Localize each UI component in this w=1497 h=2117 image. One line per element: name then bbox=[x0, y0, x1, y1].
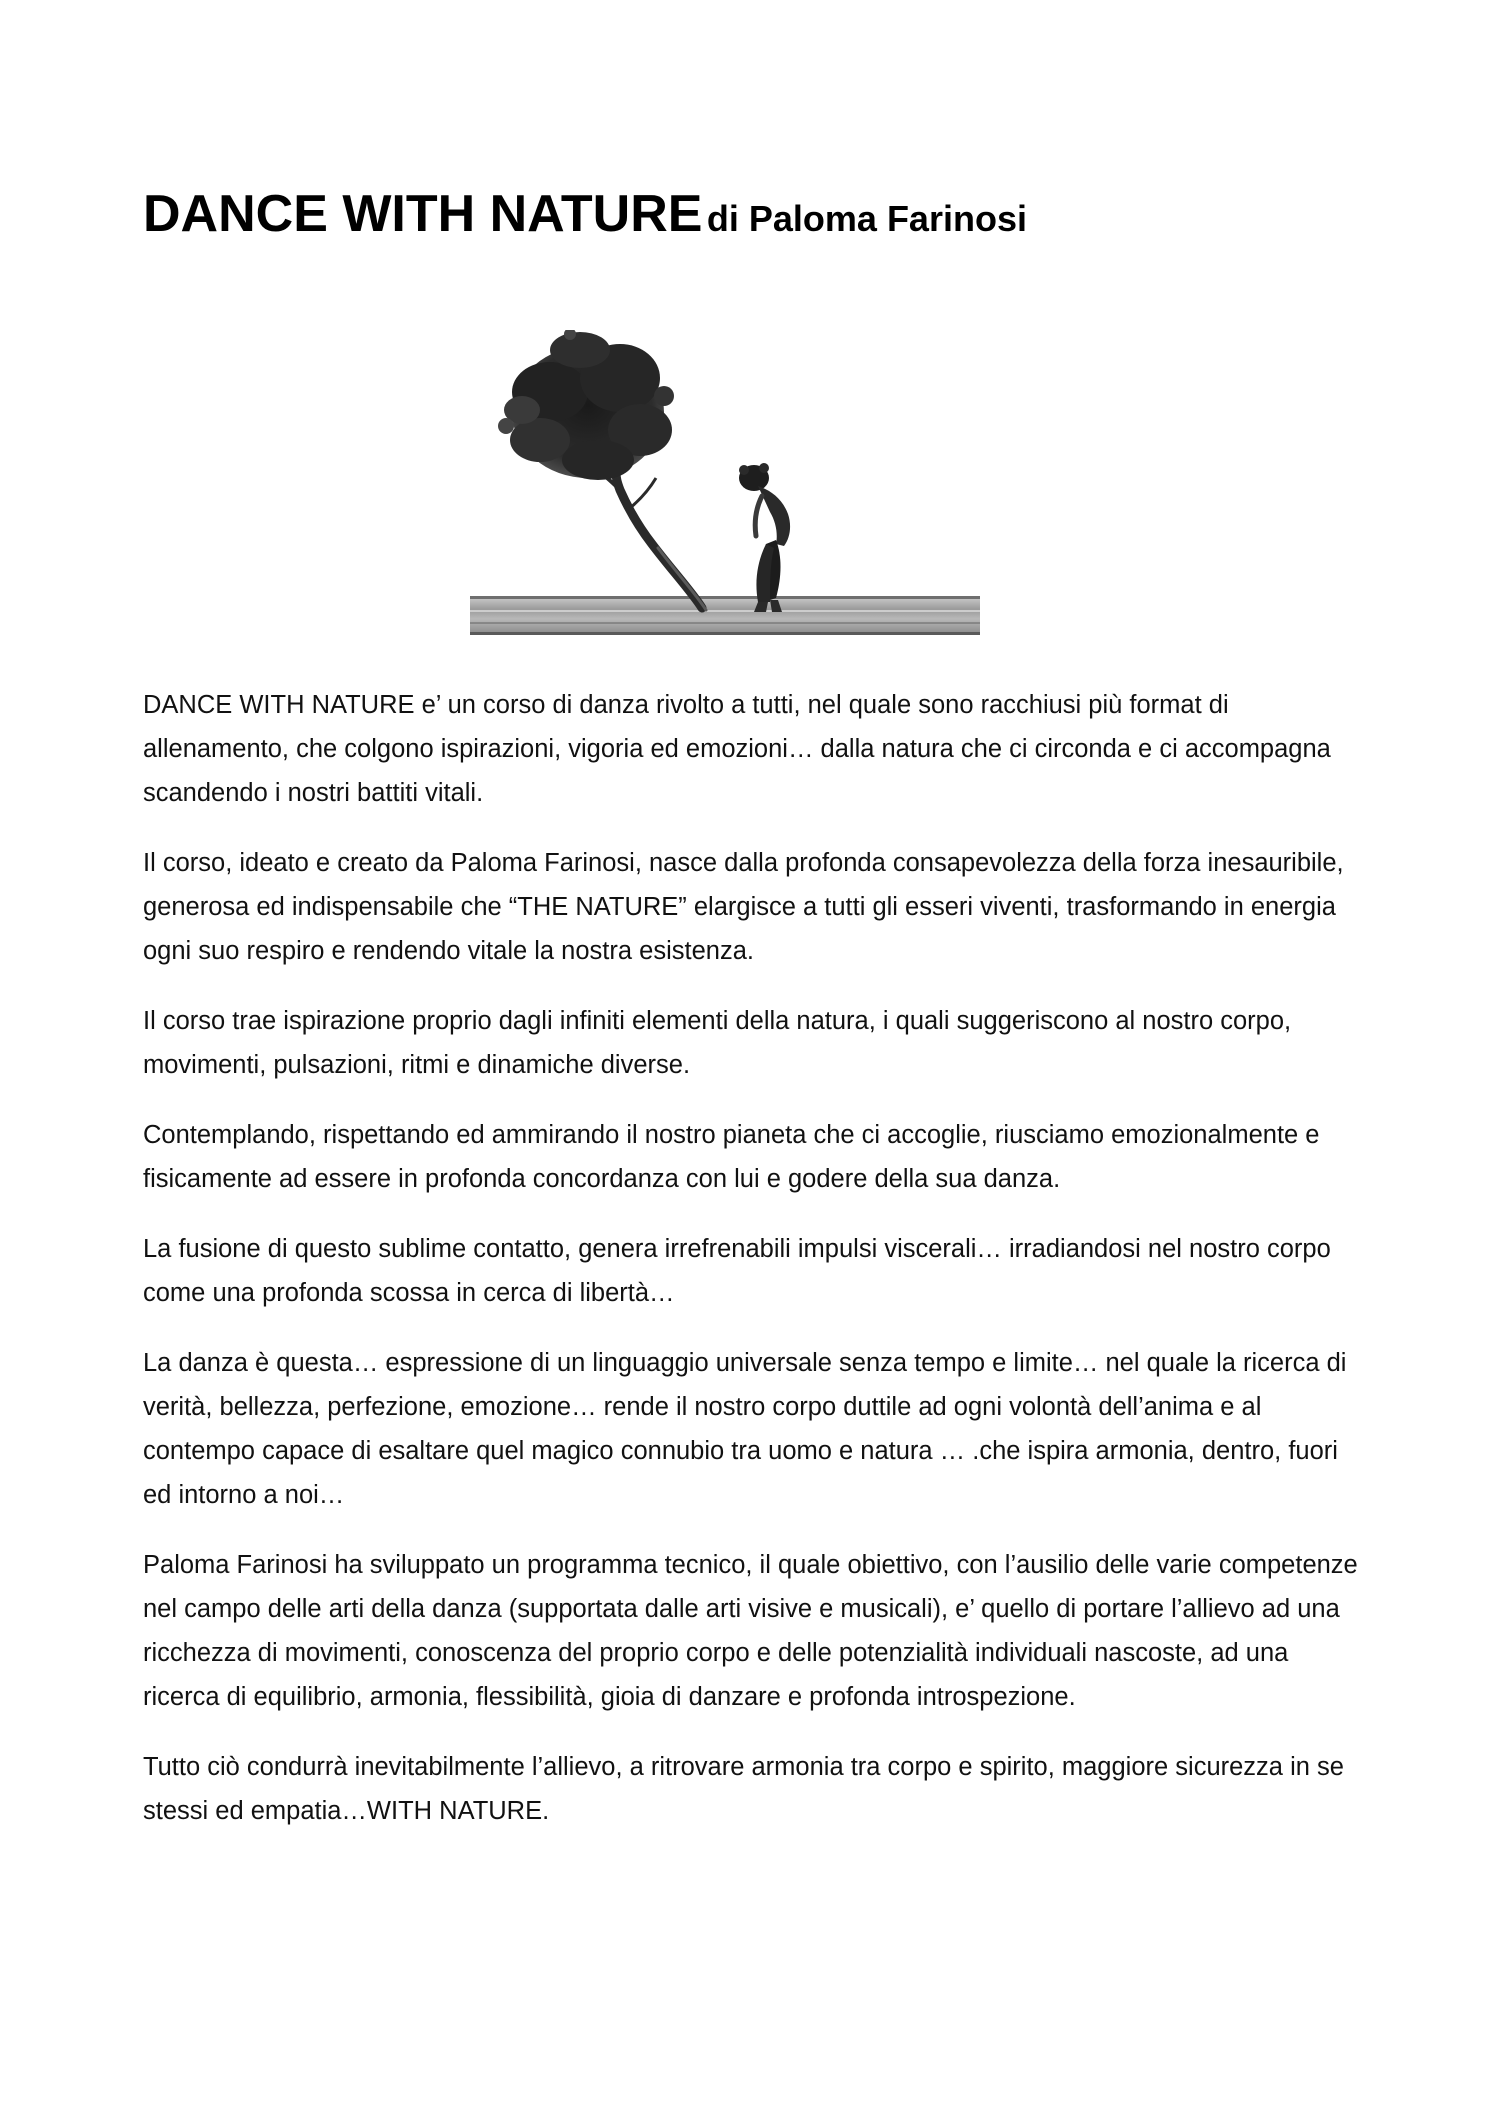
title-subtitle: di Paloma Farinosi bbox=[706, 198, 1027, 239]
document-title bbox=[143, 185, 1027, 243]
paragraph-1: DANCE WITH NATURE e’ un corso di danza rivolto a tutti, nel quale sono racchiusi più format di allenamento, che colgono ispirazioni, vigoria ed emozioni… dalla natura che ci circonda e ci accompagna scandendo i nostri battiti vitali. bbox=[143, 691, 1331, 807]
body-text bbox=[143, 683, 1368, 1859]
paragraph-6: La danza è questa… espressione di un linguaggio universale senza tempo e limite… nel quale la ricerca di verità, bellezza, perfezione, emozione… rende il nostro corpo duttile ad ogni volontà dell’anima e al contempo capace di esaltare quel magico connubio tra uomo e natura … .che ispira armonia, dentro, fuori ed intorno a noi… bbox=[143, 1349, 1347, 1509]
paragraph-8: Tutto ciò condurrà inevitabilmente l’allievo, a ritrovare armonia tra corpo e spirito, maggiore sicurezza in se stessi ed empatia…WITH NATURE. bbox=[143, 1753, 1344, 1825]
paragraph-5: La fusione di questo sublime contatto, genera irrefrenabili impulsi viscerali… irradiandosi nel nostro corpo come una profonda scossa in cerca di libertà… bbox=[143, 1235, 1331, 1307]
title-main: DANCE WITH NATURE bbox=[143, 185, 703, 243]
paragraph-2: Il corso, ideato e creato da Paloma Farinosi, nasce dalla profonda consapevolezza della forza inesauribile, generosa ed indispensabile che “THE NATURE” elargisce a tutti gli esseri viventi, trasformando in energia ogni suo respiro e rendendo vitale la nostra esistenza. bbox=[143, 849, 1344, 965]
paragraph-7: Paloma Farinosi ha sviluppato un programma tecnico, il quale obiettivo, con l’ausilio delle varie competenze nel campo delle arti della danza (supportata dalle arti visive e musicali), e’ quello di portare l’allievo ad una ricchezza di movimenti, conoscenza del proprio corpo e delle potenzialità individuali nascoste, ad una ricerca di equilibrio, armonia, flessibilità, gioia di danzare e profonda introspezione. bbox=[143, 1551, 1358, 1711]
dancer-tree-photo bbox=[470, 330, 980, 650]
paragraph-3: Il corso trae ispirazione proprio dagli infiniti elementi della natura, i quali suggeriscono al nostro corpo, movimenti, pulsazioni, ritmi e dinamiche diverse. bbox=[143, 1007, 1292, 1079]
paragraph-4: Contemplando, rispettando ed ammirando il nostro pianeta che ci accoglie, riusciamo emozionalmente e fisicamente ad essere in profonda concordanza con lui e godere della sua danza. bbox=[143, 1121, 1320, 1193]
